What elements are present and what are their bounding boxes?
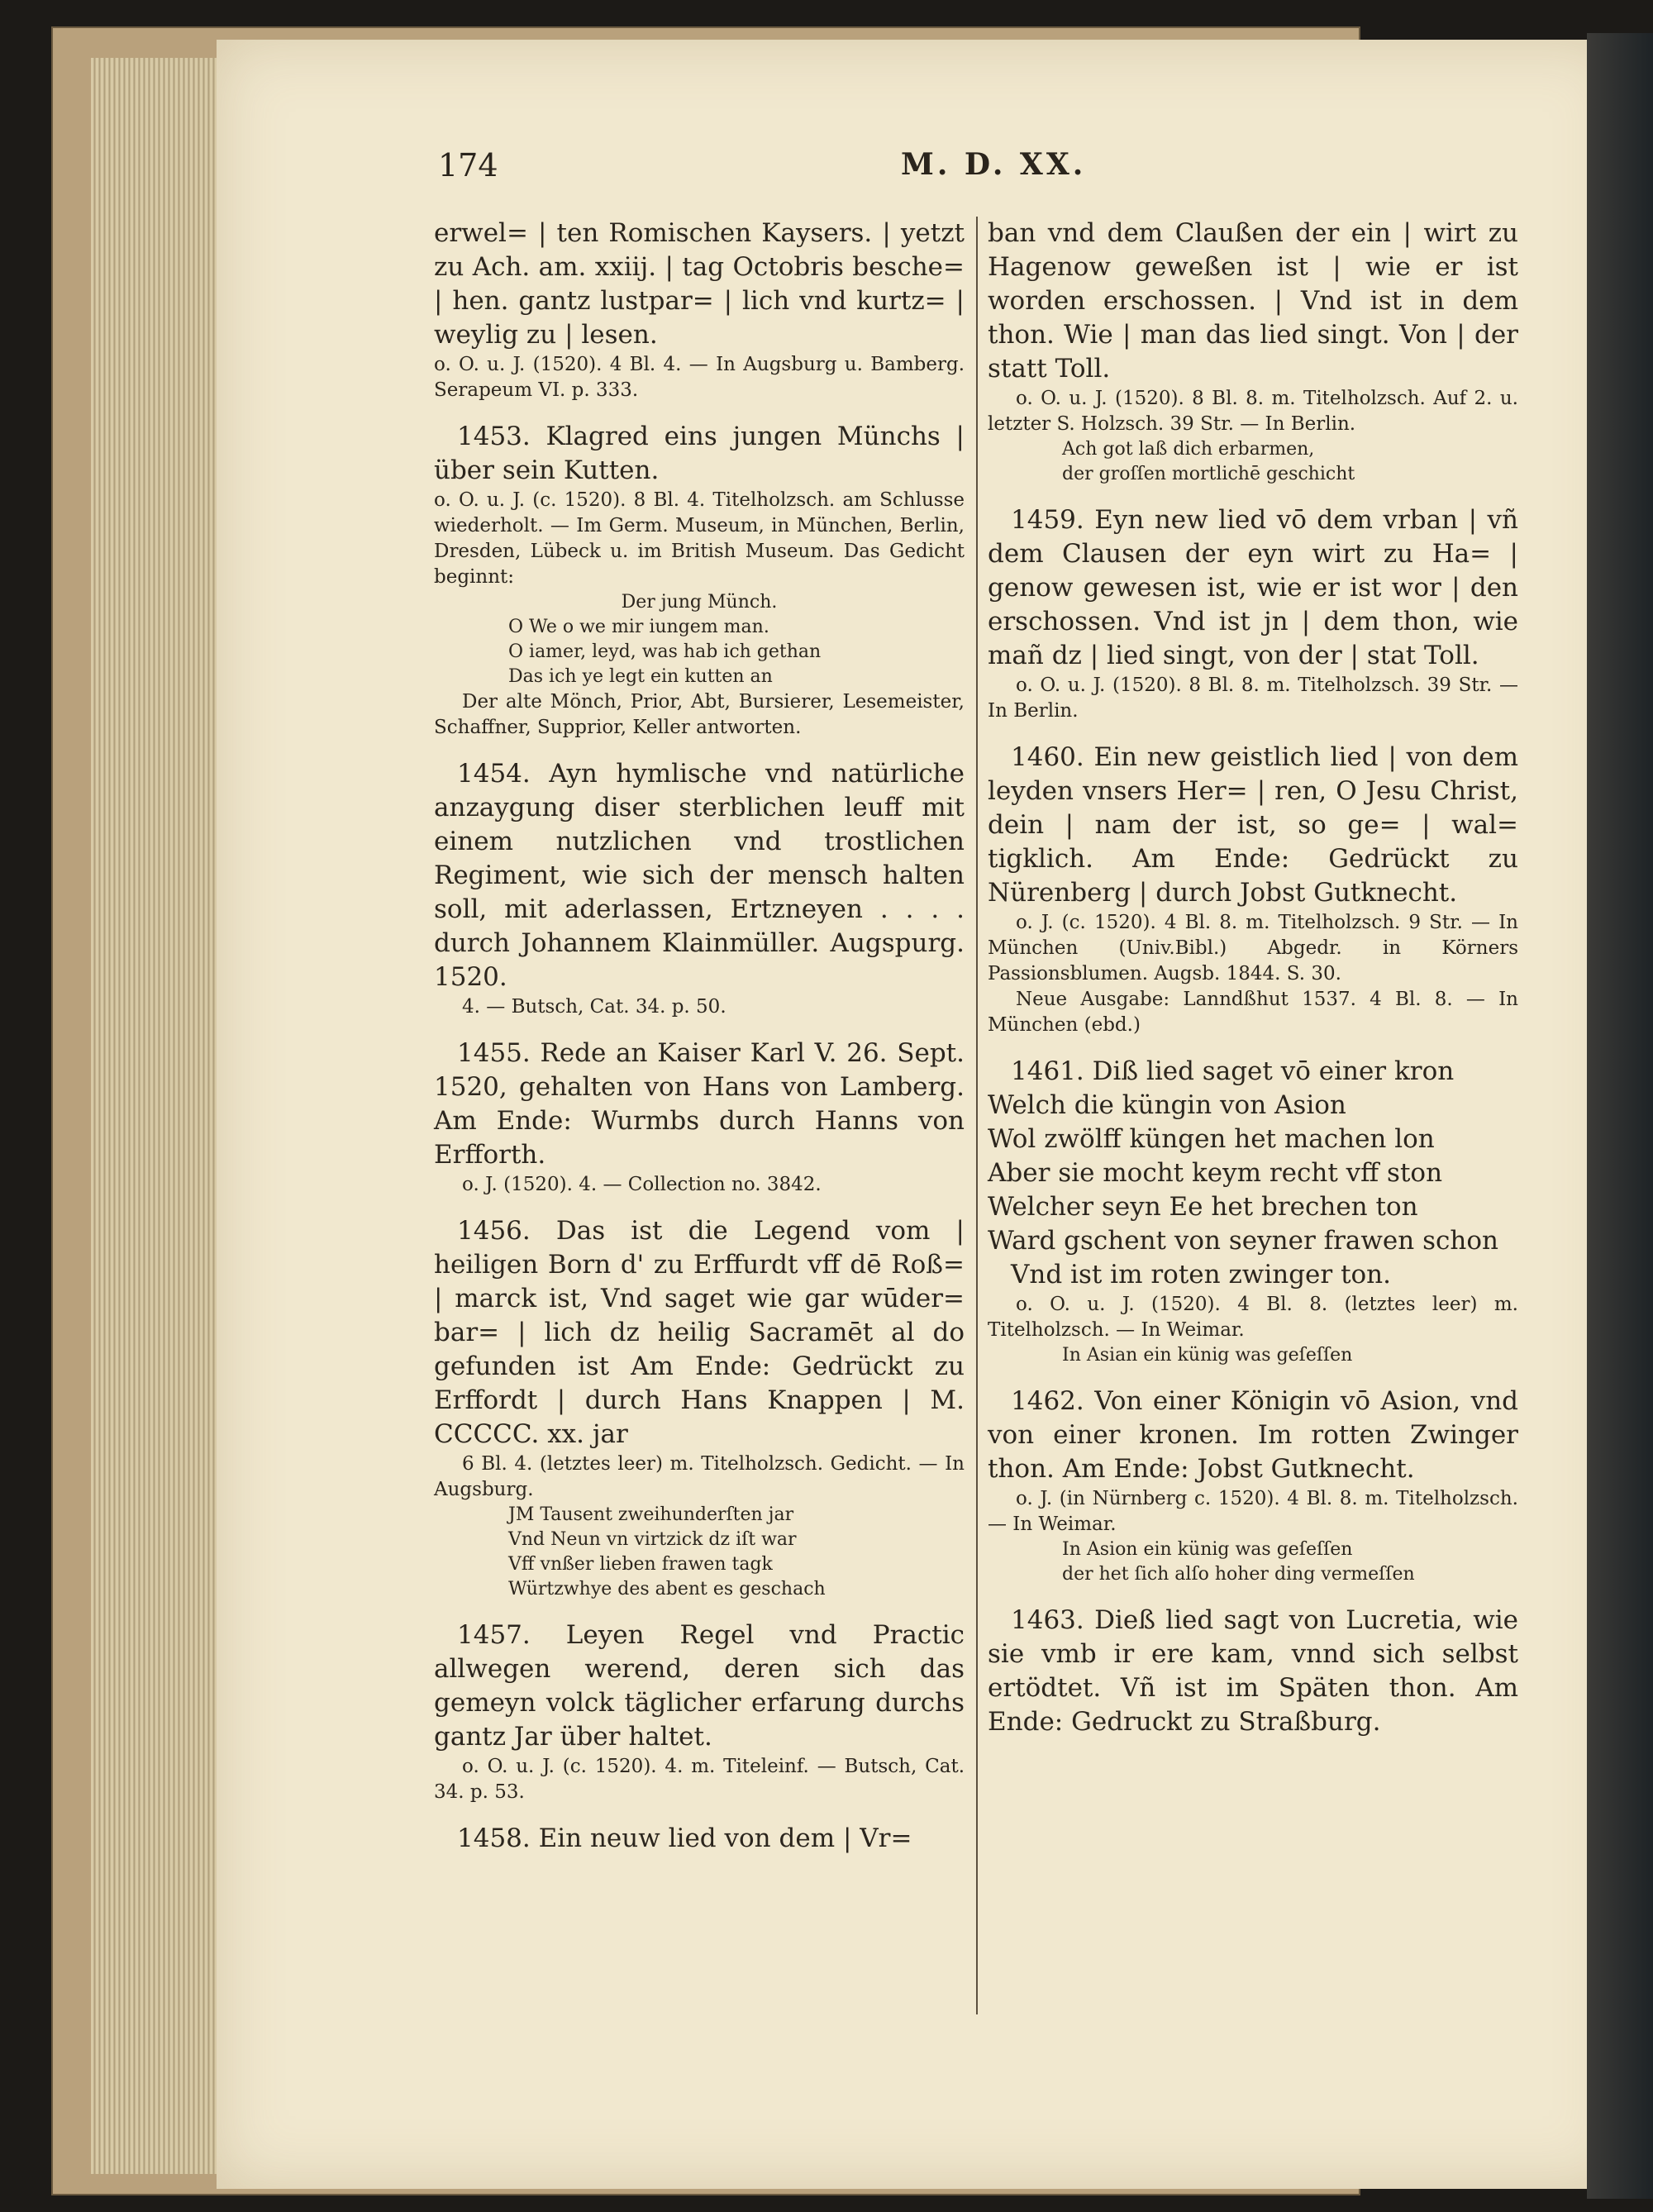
entry-title: 1456. Das ist die Legend vom | heiligen Born d' zu Erffurdt vff dē Roß= | marck ist, Vnd saget wie gar wūder= bar= | lich dz heilig Sacramēt al do gefunden ist Am Ende: Gedrückt zu Erffordt | durch Hans Knappen | M. CCCCC. xx. jar: [434, 1216, 965, 1449]
column-divider: [976, 217, 978, 2014]
entry-title: Aber sie mocht keym recht vff ston: [988, 1158, 1443, 1188]
entry-title: 1454. Ayn hymlische vnd natürliche anzaygung diser sterblichen leuff mit einem nutzlichen vnd trostlichen Regiment, wie sich der mensch halten soll, mit aderlassen, Ertzneyen . . . . durch Johannem Klainmüller. Augspurg. 1520.: [434, 759, 965, 992]
spacer: [988, 487, 1518, 503]
page-edges: [91, 58, 225, 2174]
bibliographic-note: o. J. (1520). 4. — Collection no. 3842.: [462, 1174, 822, 1195]
entry-title: Wol zwölff küngen het machen lon: [988, 1124, 1435, 1154]
bibliographic-note: Der alte Mönch, Prior, Abt, Bursierer, Lesemeister, Schaffner, Supprior, Keller antworten.: [434, 691, 965, 738]
entry-title: 1455. Rede an Kaiser Karl V. 26. Sept. 1520, gehalten von Hans von Lamberg. Am Ende: Wurmbs durch Hanns von Erfforth.: [434, 1038, 965, 1170]
bibliographic-note: o. O. u. J. (c. 1520). 4. m. Titeleinf. — Butsch, Cat. 34. p. 53.: [434, 1756, 965, 1803]
entry-title: 1462. Von einer Königin vō Asion, vnd von einer kronen. Im rotten Zwinger thon. Am Ende: Jobst Gutknecht.: [988, 1386, 1518, 1484]
verse-quote: der het ſich alſo hoher ding vermeſſen: [1062, 1564, 1415, 1585]
bibliographic-note: o. O. u. J. (1520). 8 Bl. 8. m. Titelholzsch. 39 Str. — In Berlin.: [988, 675, 1518, 722]
entry-title: 1461. Diß lied saget vō einer kron: [1011, 1056, 1455, 1086]
spacer: [434, 1020, 965, 1037]
spacer: [988, 1368, 1518, 1385]
page-header: [438, 147, 1512, 188]
spacer: [434, 1805, 965, 1822]
entry-title: 1460. Ein new geistlich lied | von dem leyden vnsers Her= | ren, O Jesu Christ, dein | nam der ist, so ge= | wal= tigklich. Am Ende: Gedrückt zu Nürenberg | durch Jobst Gutknecht.: [988, 742, 1518, 908]
running-head: M. D. XX.: [901, 147, 1087, 182]
bibliographic-note: 4. — Butsch, Cat. 34. p. 50.: [462, 996, 726, 1018]
entry-title: 1459. Eyn new lied vō dem vrban | vñ dem Clausen der eyn wirt zu Ha= | genow gewesen ist, wie er ist wor | den erschossen. Vnd ist jn | dem thon, wie mañ dz | lied singt, von der | stat Toll.: [988, 505, 1518, 670]
right-column: [988, 217, 1518, 1739]
entry-title: 1458. Ein neuw lied von dem | Vr=: [457, 1823, 912, 1853]
verse-quote: O We o we mir iungem man.: [508, 617, 769, 637]
bibliographic-note: o. O. u. J. (1520). 8 Bl. 8. m. Titelholzsch. Auf 2. u. letzter S. Holzsch. 39 Str. — In Berlin.: [988, 388, 1518, 435]
verse-quote: Vff vnßer lieben frawen tagk: [508, 1554, 773, 1575]
entry-title: Ward gschent von seyner frawen schon: [988, 1226, 1498, 1256]
book-spine: [1587, 33, 1653, 2199]
bibliographic-note: o. O. u. J. (1520). 4 Bl. 8. (letztes leer) m. Titelholzsch. — In Weimar.: [988, 1294, 1518, 1341]
bibliographic-note: 6 Bl. 4. (letztes leer) m. Titelholzsch. Gedicht. — In Augsburg.: [434, 1453, 965, 1500]
spacer: [988, 1587, 1518, 1604]
left-column: [434, 217, 965, 1856]
bibliographic-note: Neue Ausgabe: Lanndßhut 1537. 4 Bl. 8. — In München (ebd.): [988, 989, 1518, 1036]
verse-quote: Vnd Neun vn virtzick dz iſt war: [508, 1529, 797, 1550]
verse-quote: In Asian ein künig was geſeſſen: [1062, 1345, 1353, 1366]
spacer: [434, 403, 965, 420]
verse-quote: JM Tausent zweihunderſten jar: [508, 1504, 794, 1525]
verse-quote: Ach got laß dich erbarmen,: [1062, 439, 1315, 460]
entry-title: 1453. Klagred eins jungen Münchs | über sein Kutten.: [434, 422, 965, 485]
verse-quote: O iamer, leyd, was hab ich gethan: [508, 641, 822, 662]
entry-title: erwel= | ten Romischen Kaysers. | yetzt zu Ach. am. xxiij. | tag Octobris besche= | hen. gantz lustpar= | lich vnd kurtz= | weylig zu | lesen.: [434, 218, 965, 350]
verse-quote: der groſſen mortlichē geschicht: [1062, 464, 1355, 484]
bibliographic-note: o. O. u. J. (1520). 4 Bl. 4. — In Augsburg u. Bamberg. Serapeum VI. p. 333.: [434, 354, 965, 401]
entry-title: Welcher seyn Ee het brechen ton: [988, 1192, 1418, 1222]
page-number: 174: [438, 147, 498, 184]
bibliographic-note: o. J. (c. 1520). 4 Bl. 8. m. Titelholzsch. 9 Str. — In München (Univ.Bibl.) Abgedr. in Körners Passionsblumen. Augsb. 1844. S. 30.: [988, 912, 1518, 984]
verse-quote: Würtzwhye des abent es geschach: [508, 1579, 826, 1599]
spacer: [434, 741, 965, 757]
verse-quote: In Asion ein künig was geſeſſen: [1062, 1539, 1353, 1560]
entry-title: ban vnd dem Claußen der ein | wirt zu Hagenow geweßen ist | wie er ist worden erschossen. | Vnd ist in dem thon. Wie | man das lied singt. Von | der statt Toll.: [988, 218, 1518, 384]
verse-quote: Das ich ye legt ein kutten an: [508, 666, 773, 687]
spacer: [434, 1602, 965, 1618]
spacer: [988, 724, 1518, 741]
entry-title: Vnd ist im roten zwinger ton.: [1011, 1260, 1392, 1290]
verse-quote: Der jung Münch.: [621, 592, 778, 613]
bibliographic-note: o. O. u. J. (c. 1520). 8 Bl. 4. Titelholzsch. am Schlusse wiederholt. — Im Germ. Museum, in München, Berlin, Dresden, Lübeck u. im British Museum. Das Gedicht beginnt:: [434, 489, 965, 588]
entry-title: 1463. Dieß lied sagt von Lucretia, wie sie vmb ir ere kam, vnnd sich selbst ertödtet. Vñ ist im Späten thon. Am Ende: Gedruckt zu Straßburg.: [988, 1605, 1518, 1737]
spacer: [434, 1198, 965, 1214]
entry-title: Welch die küngin von Asion: [988, 1090, 1346, 1120]
spacer: [988, 1038, 1518, 1055]
bibliographic-note: o. J. (in Nürnberg c. 1520). 4 Bl. 8. m. Titelholzsch. — In Weimar.: [988, 1488, 1518, 1535]
entry-title: 1457. Leyen Regel vnd Practic allwegen werend, deren sich das gemeyn volck täglicher erfarung durchs gantz Jar über haltet.: [434, 1620, 965, 1752]
